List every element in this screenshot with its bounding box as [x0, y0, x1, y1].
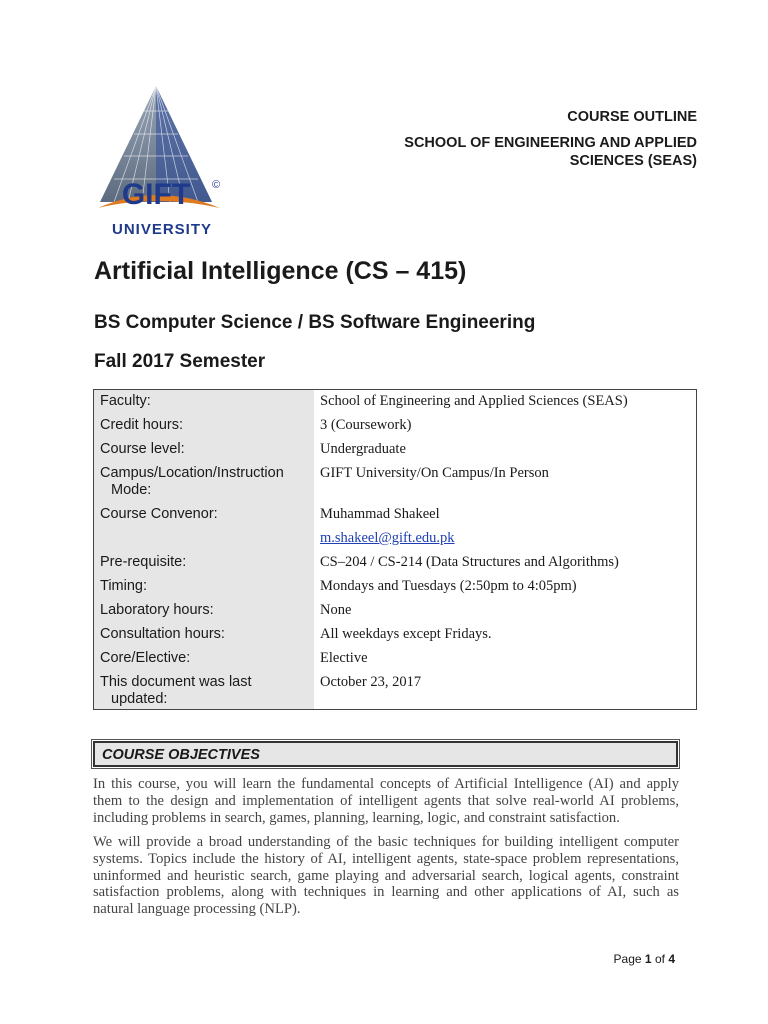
course-objectives-heading: COURSE OBJECTIVES — [102, 747, 260, 763]
credit-hours-value: 3 (Coursework) — [320, 417, 412, 433]
convenor-email-link[interactable]: m.shakeel@gift.edu.pk — [320, 530, 455, 546]
course-title: Artificial Intelligence (CS – 415) — [94, 257, 467, 285]
campus-label-line2: Mode: — [111, 482, 152, 498]
logo-wordmark: GIFT — [121, 178, 191, 211]
document-header — [337, 108, 697, 170]
page-number: Page 1 of 4 — [613, 952, 675, 966]
last-updated-label-line2: updated: — [111, 691, 168, 707]
core-elective-value: Elective — [320, 650, 368, 666]
course-convenor-value: Muhammad Shakeel — [320, 506, 440, 522]
header-school-line1: SCHOOL OF ENGINEERING AND APPLIED — [404, 135, 697, 151]
header-course-outline: COURSE OUTLINE — [567, 109, 697, 125]
faculty-label: Faculty: — [100, 393, 151, 409]
value-column — [314, 390, 696, 709]
course-level-label: Course level: — [100, 441, 185, 457]
consultation-hours-label: Consultation hours: — [100, 626, 225, 642]
faculty-value: School of Engineering and Applied Sciences (SEAS) — [320, 393, 628, 409]
campus-value: GIFT University/On Campus/In Person — [320, 465, 549, 481]
course-level-value: Undergraduate — [320, 441, 406, 457]
prerequisite-label: Pre-requisite: — [100, 554, 187, 570]
program-subtitle: BS Computer Science / BS Software Engineering — [94, 312, 536, 333]
svg-text:©: © — [212, 179, 221, 191]
timing-label: Timing: — [100, 578, 147, 594]
logo-pyramid-icon — [94, 84, 234, 244]
course-objectives-heading-box — [93, 741, 678, 767]
timing-value: Mondays and Tuesdays (2:50pm to 4:05pm) — [320, 578, 577, 594]
laboratory-hours-value: None — [320, 602, 352, 618]
gift-university-logo — [94, 84, 234, 244]
objectives-paragraph-2: We will provide a broad understanding of the basic techniques for building intelligent computer systems. Topics include the history of AI, intelligent agents, state-space problem representations, uninformed and heuristic search, game playing and adversarial search, logical agents, constraint satisfaction problems, along with techniques in learning and other applications of AI, such as natural language processing (NLP). — [93, 834, 679, 918]
core-elective-label: Core/Elective: — [100, 650, 191, 666]
logo-subtext: UNIVERSITY — [111, 221, 213, 238]
credit-hours-label: Credit hours: — [100, 417, 184, 433]
campus-label-line1: Campus/Location/Instruction — [100, 465, 284, 481]
last-updated-label-line1: This document was last — [100, 674, 252, 690]
laboratory-hours-label: Laboratory hours: — [100, 602, 214, 618]
consultation-hours-value: All weekdays except Fridays. — [320, 626, 492, 642]
prerequisite-value: CS–204 / CS-214 (Data Structures and Algorithms) — [320, 554, 619, 570]
last-updated-value: October 23, 2017 — [320, 674, 422, 690]
course-convenor-label: Course Convenor: — [100, 506, 218, 522]
header-school-line2: SCIENCES (SEAS) — [569, 153, 697, 169]
semester-subtitle: Fall 2017 Semester — [94, 351, 266, 372]
objectives-paragraph-1: In this course, you will learn the fundamental concepts of Artificial Intelligence (AI) and apply them to the design and implementation of intelligent agents that solve real-world AI problems, including problems in search, games, planning, learning, logic, and constraint satisfaction. — [93, 776, 679, 826]
